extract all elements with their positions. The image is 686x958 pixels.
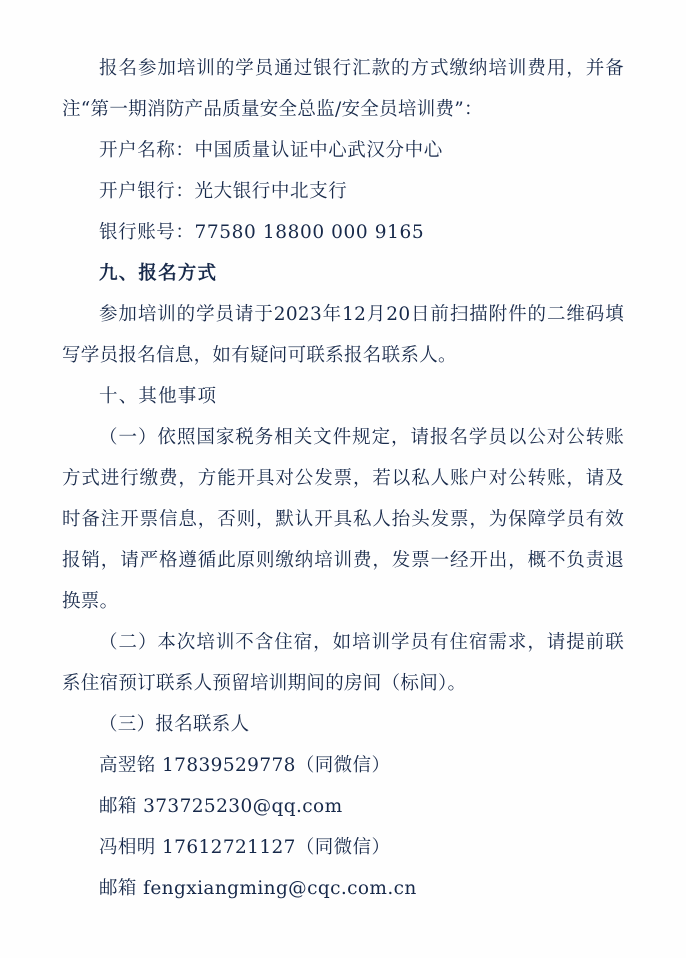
heading-section-ten: 十、其他事项 — [99, 386, 218, 407]
heading-section-nine: 九、报名方式 — [99, 263, 218, 284]
document-body — [62, 48, 624, 909]
paragraph-item-one: （一）依照国家税务相关文件规定，请报名学员以公对公转账方式进行缴费，方能开具对公发票，若以私人账户对公转账，请及时备注开票信息，否则，默认开具私人抬头发票，为保障学员有效报销，请严格遵循此原则缴纳培训费，发票一经开出，概不负责退换票。 — [62, 427, 624, 612]
paragraph-account-name: 开户名称：中国质量认证中心武汉分中心 — [99, 140, 443, 161]
contact-secondary-email: 邮箱 fengxiangming@cqc.com.cn — [99, 878, 417, 899]
contact-primary-email: 邮箱 373725230@qq.com — [99, 796, 343, 817]
contact-primary-name: 高翌铭 17839529778（同微信） — [99, 755, 391, 776]
paragraph-payment-intro: 报名参加培训的学员通过银行汇款的方式缴纳培训费用，并备注“第一期消防产品质量安全总监/安全员培训费”： — [62, 58, 624, 120]
paragraph-account-bank: 开户银行：光大银行中北支行 — [99, 181, 348, 202]
paragraph-item-three: （三）报名联系人 — [99, 714, 250, 735]
contact-secondary-name: 冯相明 17612721127（同微信） — [99, 837, 391, 858]
paragraph-account-number: 银行账号：77580 18800 000 9165 — [99, 222, 425, 243]
paragraph-item-two: （二）本次培训不含住宿，如培训学员有住宿需求，请提前联系住宿预订联系人预留培训期间的房间（标间）。 — [62, 632, 624, 694]
paragraph-section-nine-body: 参加培训的学员请于2023年12月20日前扫描附件的二维码填写学员报名信息，如有疑问可联系报名联系人。 — [62, 304, 624, 366]
